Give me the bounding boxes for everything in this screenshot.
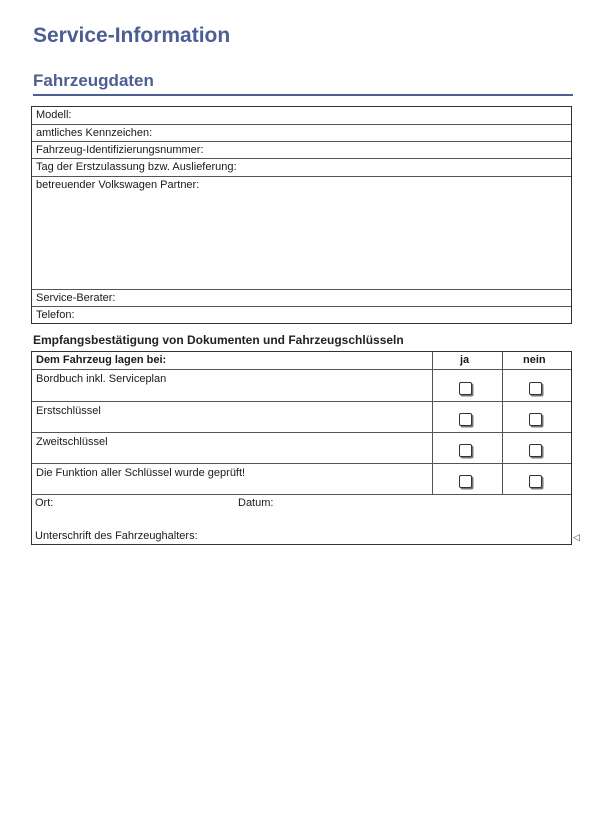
field-vin-label: Fahrzeug-Identifizierungsnummer: <box>36 144 204 156</box>
checkbox-no[interactable] <box>529 413 542 426</box>
table-header-row <box>32 352 571 370</box>
field-registration-date-label: Tag der Erstzulassung bzw. Auslieferung: <box>36 161 237 173</box>
checkbox-yes[interactable] <box>459 382 472 395</box>
place-label[interactable]: Ort: <box>35 497 54 509</box>
item-label: Die Funktion aller Schlüssel wurde geprüft! <box>36 467 246 479</box>
item-label: Erstschlüssel <box>36 405 101 417</box>
checkbox-yes[interactable] <box>459 475 472 488</box>
table-row <box>32 402 571 433</box>
section-title-vehicle-data: Fahrzeugdaten <box>33 71 154 90</box>
signature-label[interactable]: Unterschrift des Fahrzeughalters: <box>35 530 198 542</box>
field-phone-label: Telefon: <box>36 309 75 321</box>
margin-arrow-icon: ◁ <box>573 532 580 542</box>
checkbox-yes[interactable] <box>459 413 472 426</box>
field-dealer-partner[interactable] <box>32 177 571 290</box>
field-service-advisor-label: Service-Berater: <box>36 292 116 304</box>
item-label: Bordbuch inkl. Serviceplan <box>36 373 167 385</box>
field-phone[interactable] <box>32 307 571 324</box>
page-title: Service-Information <box>33 24 231 47</box>
field-dealer-partner-label: betreuender Volkswagen Partner: <box>36 179 200 191</box>
checkbox-no[interactable] <box>529 382 542 395</box>
checkbox-no[interactable] <box>529 475 542 488</box>
table-row <box>32 370 571 402</box>
receipt-heading: Empfangsbestätigung von Dokumenten und Fahrzeugschlüsseln <box>33 333 404 347</box>
checkbox-no[interactable] <box>529 444 542 457</box>
field-license-plate[interactable] <box>32 125 571 142</box>
date-label[interactable]: Datum: <box>238 497 274 509</box>
receipt-table <box>31 351 572 545</box>
column-header-item: Dem Fahrzeug lagen bei: <box>36 354 167 366</box>
field-vin[interactable] <box>32 142 571 159</box>
field-model[interactable] <box>32 107 571 125</box>
vehicle-data-form <box>31 106 572 324</box>
title-rule <box>33 94 573 96</box>
column-divider <box>432 352 433 495</box>
field-license-plate-label: amtliches Kennzeichen: <box>36 127 153 139</box>
field-model-label: Modell: <box>36 109 72 121</box>
item-label: Zweitschlüssel <box>36 436 108 448</box>
column-header-no: nein <box>523 354 546 366</box>
column-divider <box>502 352 503 495</box>
table-row <box>32 464 571 495</box>
column-header-yes: ja <box>460 354 470 366</box>
checkbox-yes[interactable] <box>459 444 472 457</box>
field-service-advisor[interactable] <box>32 290 571 307</box>
table-row <box>32 433 571 464</box>
field-registration-date[interactable] <box>32 159 571 177</box>
